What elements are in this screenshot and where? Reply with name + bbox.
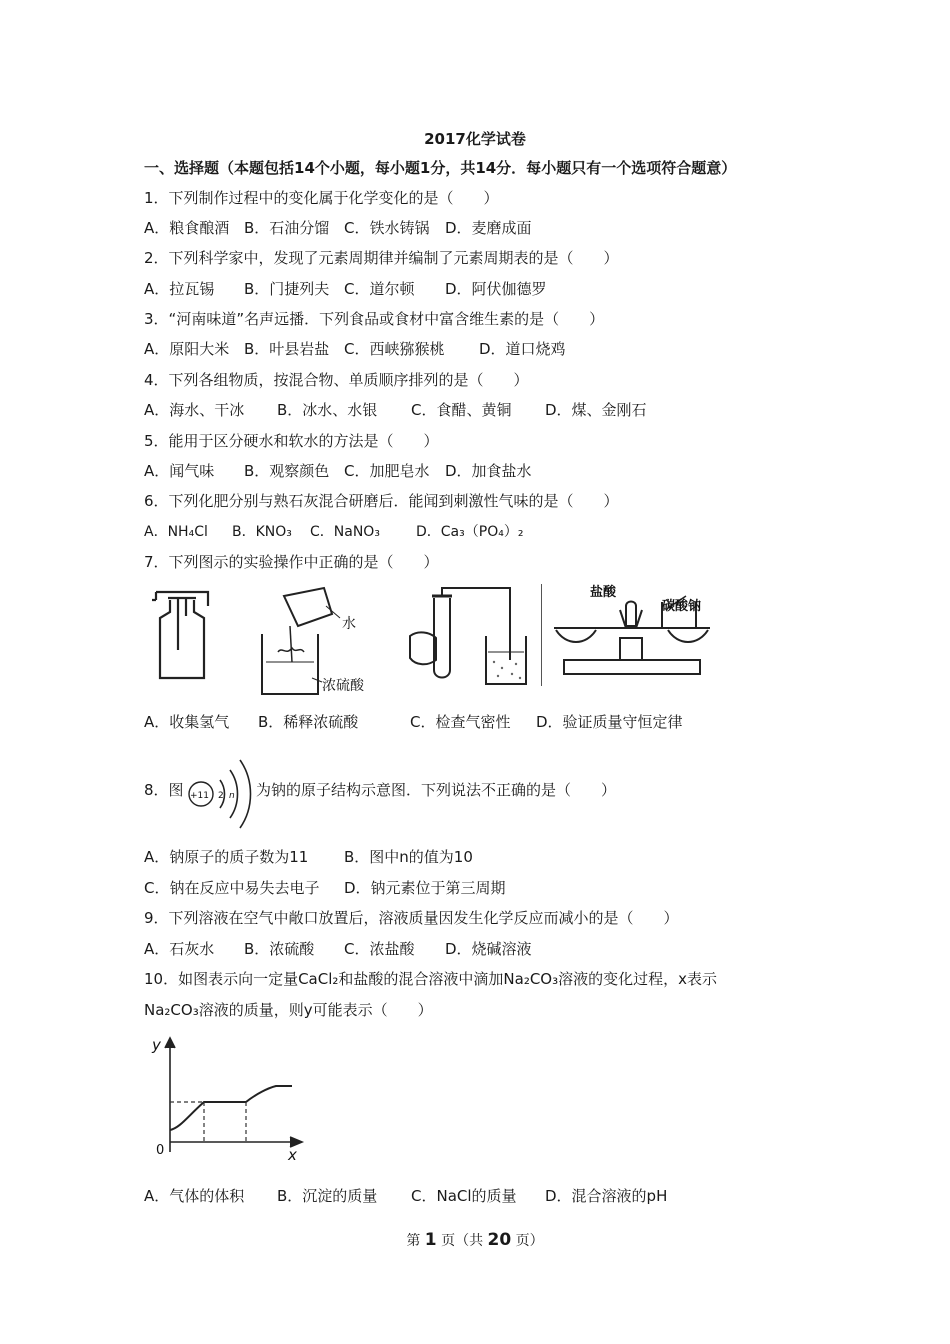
question-3-stem: 3．“河南味道”名声远播．下列食品或食材中富含维生素的是（ ） xyxy=(144,310,605,328)
q9-option-a[interactable]: A．石灰水 xyxy=(144,940,215,958)
atom-shell-2: 2 xyxy=(218,791,224,801)
q4-option-d[interactable]: D．煤、金刚石 xyxy=(545,401,647,419)
q7-option-c[interactable]: C．检查气密性 xyxy=(410,713,511,731)
figure-divider xyxy=(541,584,542,686)
section-heading: 一、选择题（本题包括14个小题，每小题1分，共14分．每小题只有一个选项符合题意） xyxy=(144,159,737,177)
q6-option-a[interactable]: A．NH₄Cl xyxy=(144,524,208,540)
q2-option-b[interactable]: B．门捷列夫 xyxy=(244,280,330,298)
axis-y-label: y xyxy=(152,1036,161,1054)
q1-option-c[interactable]: C．铁水铸锅 xyxy=(344,219,430,237)
page-footer xyxy=(0,1230,950,1250)
q3-option-a[interactable]: A．原阳大米 xyxy=(144,340,230,358)
q7-option-a[interactable]: A．收集氢气 xyxy=(144,713,230,731)
label-hcl: 盐酸 xyxy=(590,585,617,600)
question-10-line1: 10．如图表示向一定量CaCl₂和盐酸的混合溶液中滴加Na₂CO₃溶液的变化过程，x表示 xyxy=(144,970,718,988)
q7-option-b[interactable]: B．稀释浓硫酸 xyxy=(258,713,359,731)
footer-middle: 页（共 xyxy=(441,1233,484,1249)
question-10-line2: Na₂CO₃溶液的质量，则y可能表示（ ） xyxy=(144,1001,433,1019)
question-7-options xyxy=(144,712,683,732)
question-8-stem-post: 为钠的原子结构示意图．下列说法不正确的是（ ） xyxy=(256,781,617,799)
q10-option-a[interactable]: A．气体的体积 xyxy=(144,1187,245,1205)
q3-option-d[interactable]: D．道口烧鸡 xyxy=(479,340,566,358)
q5-option-d[interactable]: D．加食盐水 xyxy=(445,462,532,480)
page-title: 2017化学试卷 xyxy=(424,130,526,148)
question-8-options-row2 xyxy=(144,878,506,898)
figure-dilute-acid xyxy=(248,582,380,700)
q3-option-b[interactable]: B．叶县岩盐 xyxy=(244,340,330,358)
question-1-options xyxy=(144,218,532,238)
question-2-options xyxy=(144,279,547,299)
figure-graph xyxy=(144,1034,306,1164)
question-9-stem: 9．下列溶液在空气中敞口放置后，溶液质量因发生化学反应而减小的是（ ） xyxy=(144,909,679,927)
origin-label: 0 xyxy=(156,1143,165,1158)
atom-nucleus-label: +11 xyxy=(190,791,209,801)
q5-option-a[interactable]: A．闻气味 xyxy=(144,462,215,480)
q2-option-a[interactable]: A．拉瓦锡 xyxy=(144,280,215,298)
q9-option-b[interactable]: B．浓硫酸 xyxy=(244,940,315,958)
footer-suffix: 页） xyxy=(515,1233,544,1249)
question-7-stem: 7．下列图示的实验操作中正确的是（ ） xyxy=(144,553,439,571)
q4-option-c[interactable]: C．食醋、黄铜 xyxy=(411,401,512,419)
q9-option-c[interactable]: C．浓盐酸 xyxy=(344,940,415,958)
question-9-options xyxy=(144,939,532,959)
question-4-options xyxy=(144,400,647,420)
q6-option-d[interactable]: D．Ca₃（PO₄）₂ xyxy=(416,524,524,540)
figure-gas-bottle xyxy=(148,588,214,684)
question-4-stem: 4．下列各组物质，按混合物、单质顺序排列的是（ ） xyxy=(144,371,529,389)
q3-option-c[interactable]: C．西峡猕猴桃 xyxy=(344,340,445,358)
label-na2co3: 碳酸钠 xyxy=(662,599,702,614)
q2-option-c[interactable]: C．道尔顿 xyxy=(344,280,415,298)
question-6-stem: 6．下列化肥分别与熟石灰混合研磨后．能闻到刺激性气味的是（ ） xyxy=(144,492,619,510)
q1-option-a[interactable]: A．粮食酿酒 xyxy=(144,219,230,237)
question-5-stem: 5．能用于区分硬水和软水的方法是（ ） xyxy=(144,432,439,450)
q8-option-d[interactable]: D．钠元素位于第三周期 xyxy=(344,879,506,897)
q10-option-b[interactable]: B．沉淀的质量 xyxy=(277,1187,378,1205)
atom-shell-n: n xyxy=(229,791,235,801)
q10-option-d[interactable]: D．混合溶液的pH xyxy=(545,1187,668,1205)
axis-x-label: x xyxy=(288,1146,297,1164)
q7-option-d[interactable]: D．验证质量守恒定律 xyxy=(536,713,683,731)
footer-prefix: 第 xyxy=(406,1233,421,1249)
label-conc-acid: 浓硫酸 xyxy=(322,678,364,694)
q8-option-b[interactable]: B．图中n的值为10 xyxy=(344,848,473,866)
question-8-options-row1 xyxy=(144,847,473,867)
q8-option-a[interactable]: A．钠原子的质子数为11 xyxy=(144,848,309,866)
question-3-options xyxy=(144,339,566,359)
q4-option-b[interactable]: B．冰水、水银 xyxy=(277,401,378,419)
q5-option-c[interactable]: C．加肥皂水 xyxy=(344,462,430,480)
question-10-options xyxy=(144,1186,667,1206)
label-water: 水 xyxy=(342,616,356,632)
q5-option-b[interactable]: B．观察颜色 xyxy=(244,462,330,480)
question-6-options xyxy=(144,522,523,542)
q1-option-b[interactable]: B．石油分馏 xyxy=(244,219,330,237)
footer-total-pages: 20 xyxy=(487,1230,512,1250)
q9-option-d[interactable]: D．烧碱溶液 xyxy=(445,940,532,958)
question-1-stem: 1．下列制作过程中的变化属于化学变化的是（ ） xyxy=(144,189,499,207)
question-2-stem: 2．下列科学家中，发现了元素周期律并编制了元素周期表的是（ ） xyxy=(144,249,619,267)
footer-page-number: 1 xyxy=(424,1230,437,1250)
q6-option-c[interactable]: C．NaNO₃ xyxy=(310,524,380,540)
q8-option-c[interactable]: C．钠在反应中易失去电子 xyxy=(144,879,320,897)
figure-airtight-check xyxy=(406,586,534,690)
q4-option-a[interactable]: A．海水、干冰 xyxy=(144,401,245,419)
q10-option-c[interactable]: C．NaCl的质量 xyxy=(411,1187,517,1205)
figure-sodium-atom xyxy=(184,756,256,832)
q2-option-d[interactable]: D．阿伏伽德罗 xyxy=(445,280,547,298)
figure-balance xyxy=(550,582,718,680)
question-8-stem-pre: 8．图 xyxy=(144,781,184,799)
question-5-options xyxy=(144,461,532,481)
q6-option-b[interactable]: B．KNO₃ xyxy=(232,524,292,540)
q1-option-d[interactable]: D．麦磨成面 xyxy=(445,219,532,237)
